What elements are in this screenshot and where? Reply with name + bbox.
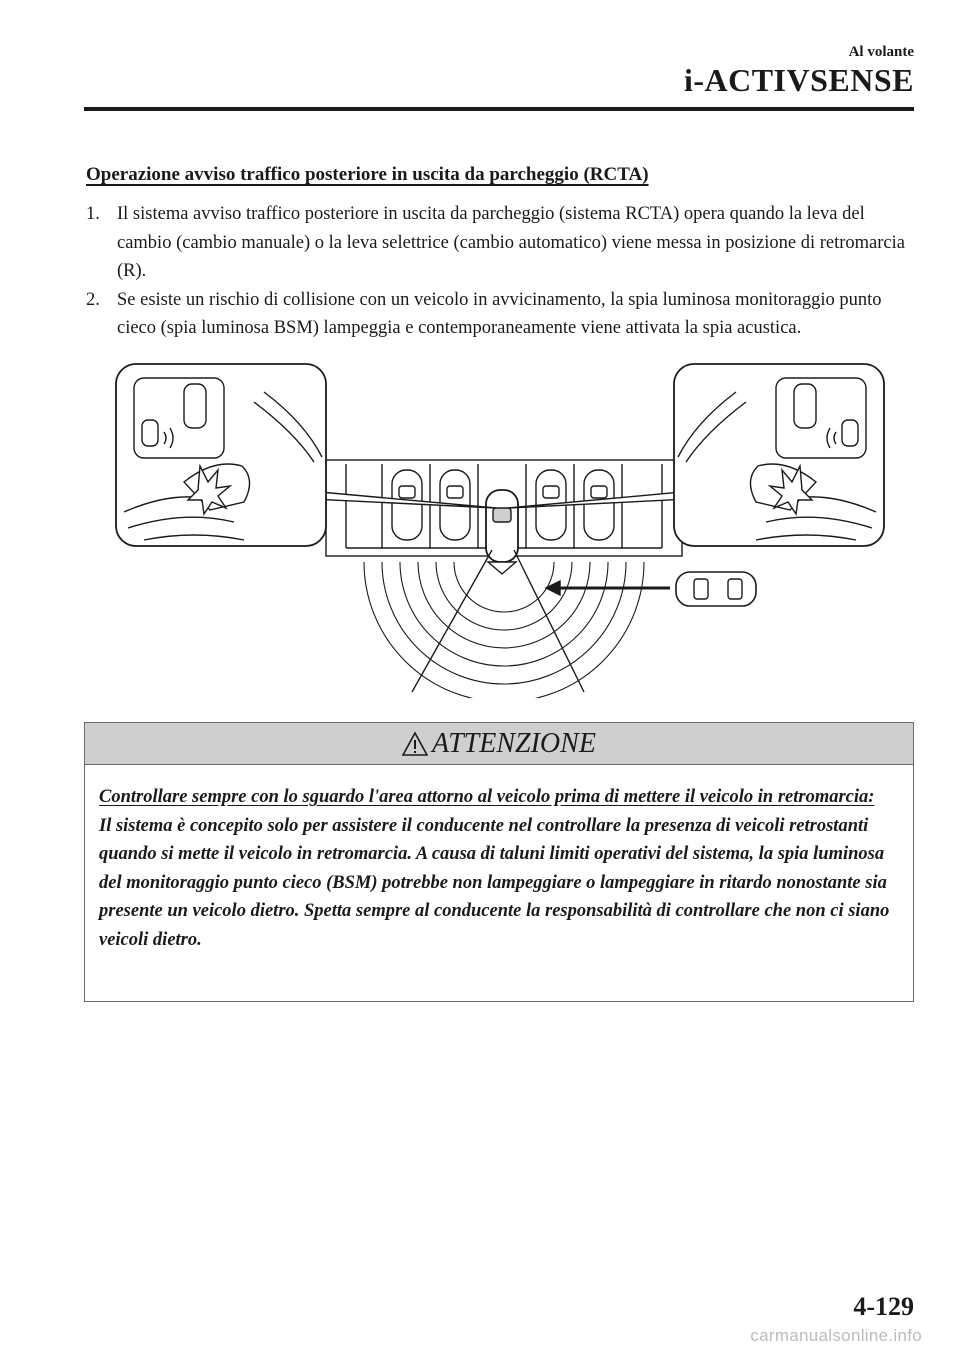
radar-arcs (364, 562, 644, 698)
header-chapter: Al volante (848, 44, 914, 60)
step-text: Se esiste un rischio di collisione con un veicolo in avvicinamento, la spia luminosa monitoraggio punto cieco (spia luminosa BSM) lampeggia e contemporaneamente viene attivata la spia acustica. (117, 289, 882, 338)
right-mirror-panel (674, 364, 884, 546)
section-title: Operazione avviso traffico posteriore in uscita da parcheggio (RCTA) (86, 164, 649, 185)
warning-header (85, 723, 913, 765)
warning-body (85, 765, 913, 954)
sight-line-right (514, 550, 584, 692)
watermark: carmanualsonline.info (750, 1326, 922, 1345)
reversing-car (486, 490, 518, 574)
step-text: Il sistema avviso traffico posteriore in uscita da parcheggio (sistema RCTA) opera quando la leva del cambio (cambio manuale) o la leva selettrice (cambio automatico) viene messa in posizione di retromarcia (R). (117, 204, 905, 281)
steps-list (86, 200, 916, 343)
approaching-car (546, 572, 756, 606)
warning-title: ATTENZIONE (432, 727, 596, 759)
warning-text: Il sistema è concepito solo per assistere il conducente nel controllare la presenza di veicoli retrostanti quando si mette il veicolo in retromarcia. A causa di taluni limiti operativi del sistema, la spia luminosa del monitoraggio punto cieco (BSM) potrebbe non lampeggiare o lampeggiare in ritardo nonostante sia presente un veicolo dietro. Spetta sempre al conducente la responsabilità di controllare che non ci siano veicoli dietro. (99, 815, 890, 950)
warning-lead: Controllare sempre con lo sguardo l'area attorno al veicolo prima di mettere il veicolo in retromarcia: (99, 787, 875, 807)
header-section: i-ACTIVSENSE (683, 62, 914, 98)
header-rule (84, 107, 914, 111)
step-item (86, 286, 916, 343)
step-number: 2. (86, 289, 100, 310)
page-number: 4-129 (853, 1292, 914, 1321)
warning-box (84, 722, 914, 1002)
rcta-illustration (114, 362, 886, 698)
step-number: 1. (86, 204, 100, 224)
step-item (86, 200, 916, 286)
left-mirror-panel (116, 364, 326, 546)
warning-triangle-icon (402, 731, 428, 757)
sight-line-left (412, 550, 492, 692)
